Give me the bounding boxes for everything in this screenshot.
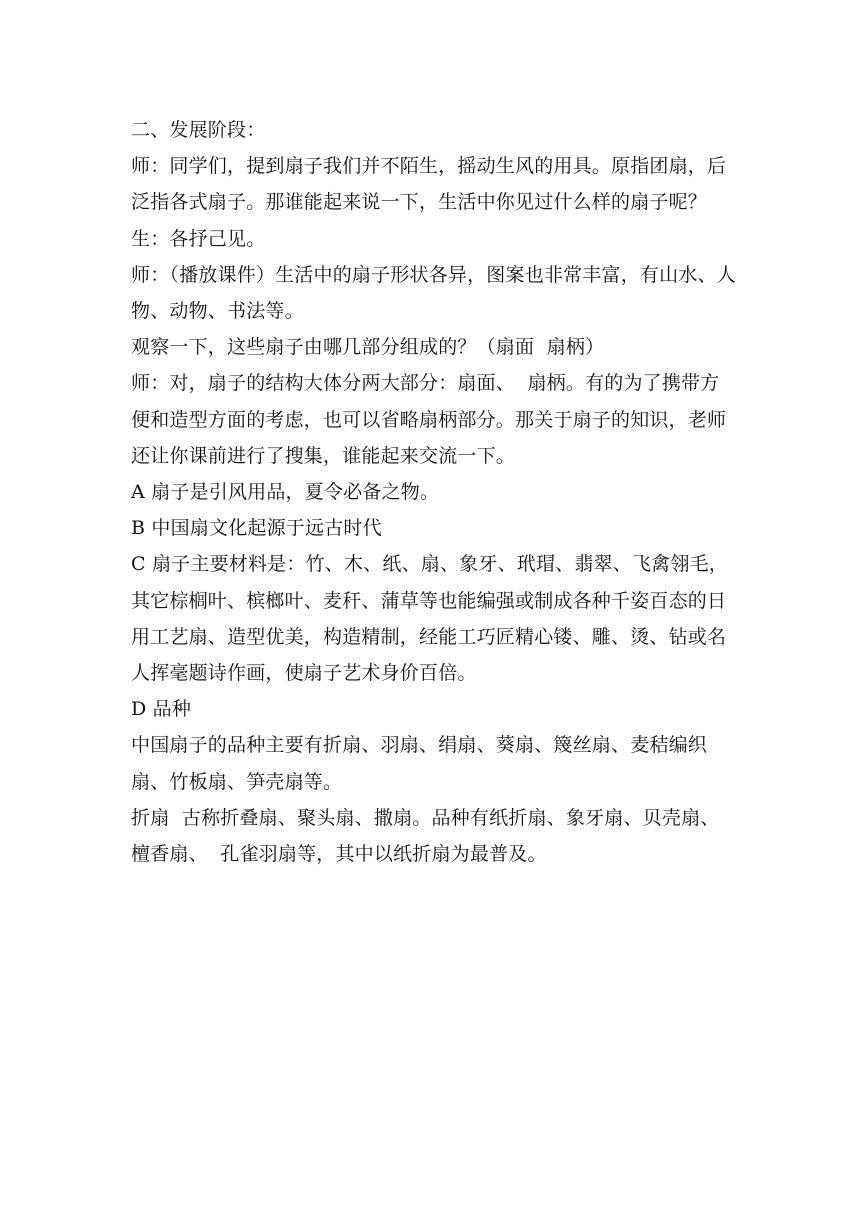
paragraph-folding-fan: 折扇 古称折叠扇、聚头扇、撒扇。品种有纸折扇、象牙扇、贝壳扇、檀香扇、 孔雀羽扇等，其中以纸折扇为最普及。	[131, 806, 720, 866]
paragraph-observe-question: 观察一下，这些扇子由哪几部分组成的？（扇面 扇柄）	[131, 336, 605, 359]
section-heading: 二、发展阶段：	[131, 119, 266, 141]
paragraph-fan-varieties: 中国扇子的品种主要有折扇、羽扇、绢扇、葵扇、篾丝扇、麦秸编织扇、竹板扇、笋壳扇等。	[131, 734, 708, 793]
list-item-d: D 品种	[131, 698, 192, 721]
list-item-c: C 扇子主要材料是：竹、木、纸、扇、象牙、玳瑁、翡翠、飞禽翎毛，其它棕榈叶、槟榔叶、麦秆、蒲草等也能编强或制成各种千姿百态的日用工艺扇、造型优美，构造精制，经能工巧匠精心镂、雕、烫、钻或名人挥毫题诗作画，使扇子艺术身价百倍。	[131, 553, 728, 685]
paragraph-teacher-courseware: 师：（播放课件）生活中的扇子形状各异，图案也非常丰富，有山水、人物、动物、书法等。	[131, 263, 736, 323]
paragraph-fan-structure: 师：对，扇子的结构大体分两大部分：扇面、 扇柄。有的为了携带方便和造型方面的考虑，也可以省略扇柄部分。那关于扇子的知识，老师还让你课前进行了搜集，谁能起来交流一下。	[131, 372, 727, 467]
list-item-a: A 扇子是引风用品，夏令必备之物。	[131, 481, 440, 504]
paragraph-teacher-intro: 师：同学们，提到扇子我们并不陌生，摇动生风的用具。原指团扇，后泛指各式扇子。那谁能起来说一下，生活中你见过什么样的扇子呢？	[131, 155, 727, 214]
document-body	[131, 112, 736, 872]
paragraph-student-response: 生：各抒己见。	[131, 227, 266, 250]
list-item-b: B 中国扇文化起源于远古时代	[131, 517, 382, 540]
